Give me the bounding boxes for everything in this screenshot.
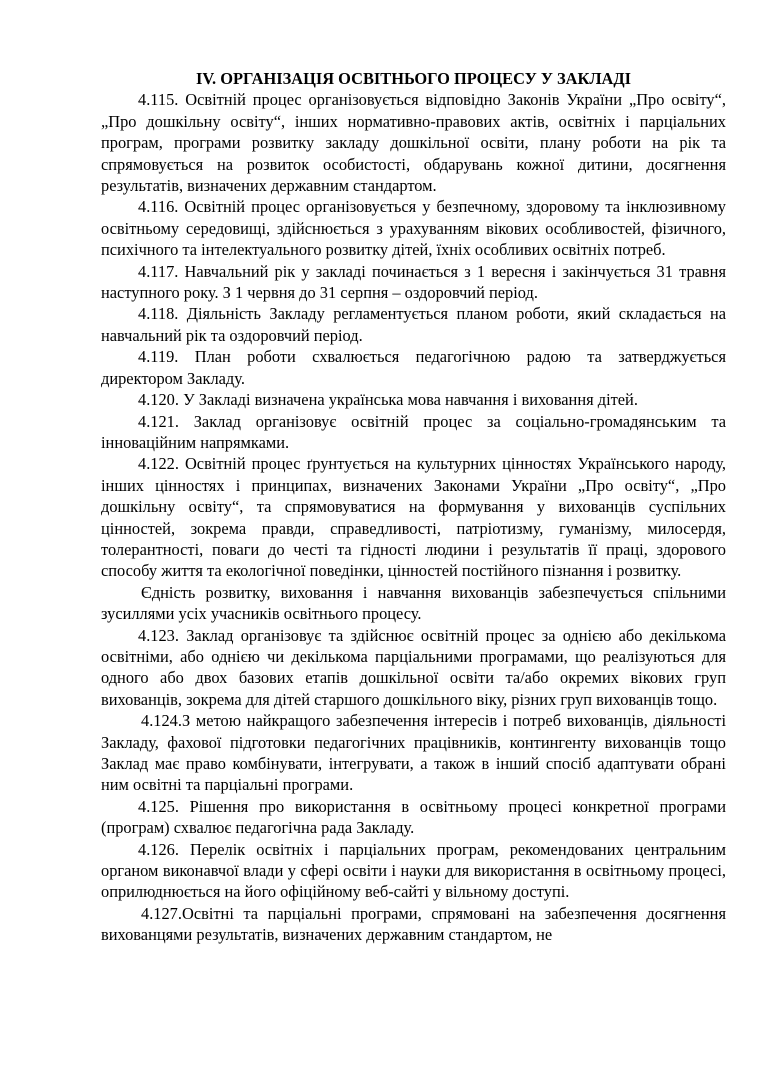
paragraph-unity: Єдність розвитку, виховання і навчання вихованців забезпечується спільними зусиллями усіх учасників освітнього процесу. bbox=[101, 582, 726, 624]
paragraph-4-125: 4.125. Рішення про використання в освітньому процесі конкретної програми (програм) схвалює педагогічна рада Закладу. bbox=[101, 796, 726, 838]
paragraph-4-122: 4.122. Освітній процес ґрунтується на культурних цінностях Українського народу, інших цінностях і принципах, визначених Законами України „Про освіту“, „Про дошкільну освіту“, та спрямовуватися на формування у вихованців суспільних цінностей, зокрема правди, справедливості, патріотизму, гуманізму, милосердя, толерантності, поваги до честі та гідності людини і результатів її праці, здорового способу життя та екологічної поведінки, цінностей постійного пізнання і розвитку. bbox=[101, 454, 726, 581]
paragraph-4-124: 4.124.З метою найкращого забезпечення інтересів і потреб вихованців, діяльності Закладу, фахової підготовки педагогічних працівників, контингенту вихованців тощо Заклад має право комбінувати, інтегрувати, а також в інший спосіб адаптувати обрані ним освітні та парціальні програми. bbox=[101, 711, 726, 795]
paragraph-4-123: 4.123. Заклад організовує та здійснює освітній процес за однією або декількома освітніми, або однією чи декількома парціальними програмами, що реалізуються для одного або двох базових етапів дошкільної освіти та/або окремих вікових груп вихованців, зокрема для дітей старшого дошкільного віку, різних груп вихованців тощо. bbox=[101, 625, 726, 709]
paragraph-4-117: 4.117. Навчальний рік у закладі починається з 1 вересня і закінчується 31 травня наступного року. З 1 червня до 31 серпня – оздоровчий період. bbox=[101, 261, 726, 303]
paragraph-4-116: 4.116. Освітній процес організовується у безпечному, здоровому та інклюзивному освітньому середовищі, здійснюється з урахуванням вікових особливостей, фізичного, психічного та інтелектуального розвитку дітей, їхніх особливих освітніх потреб. bbox=[101, 197, 726, 260]
paragraph-4-127: 4.127.Освітні та парціальні програми, спрямовані на забезпечення досягнення вихованцями результатів, визначених державним стандартом, не bbox=[101, 903, 726, 945]
paragraph-4-119: 4.119. План роботи схвалюється педагогічною радою та затверджується директором Закладу. bbox=[101, 347, 726, 388]
paragraph-4-120: 4.120. У Закладі визначена українська мова навчання і виховання дітей. bbox=[138, 390, 638, 410]
section-title: IV. ОРГАНІЗАЦІЯ ОСВІТНЬОГО ПРОЦЕСУ У ЗАКЛАДІ bbox=[195, 69, 632, 88]
paragraph-4-115: 4.115. Освітній процес організовується відповідно Законів України „Про освіту“, „Про дошкільну освіту“, інших нормативно-правових актів, освітніх і парціальних програм, програми розвитку закладу дошкільної освіти, плану роботи на рік та спрямовується на розвиток особистості, обдарувань кожної дитини, досягнення результатів, визначених державним стандартом. bbox=[101, 90, 726, 196]
paragraph-4-118: 4.118. Діяльність Закладу регламентується планом роботи, який складається на навчальний рік та оздоровчий період. bbox=[101, 304, 726, 345]
paragraph-4-121: 4.121. Заклад організовує освітній процес за соціально-громадянським та інноваційним напрямками. bbox=[101, 411, 726, 452]
paragraph-4-126: 4.126. Перелік освітніх і парціальних програм, рекомендованих центральним органом виконавчої влади у сфері освіти і науки для використання в освітньому процесі, оприлюднюється на його офіційному веб-сайті у вільному доступі. bbox=[101, 839, 726, 902]
